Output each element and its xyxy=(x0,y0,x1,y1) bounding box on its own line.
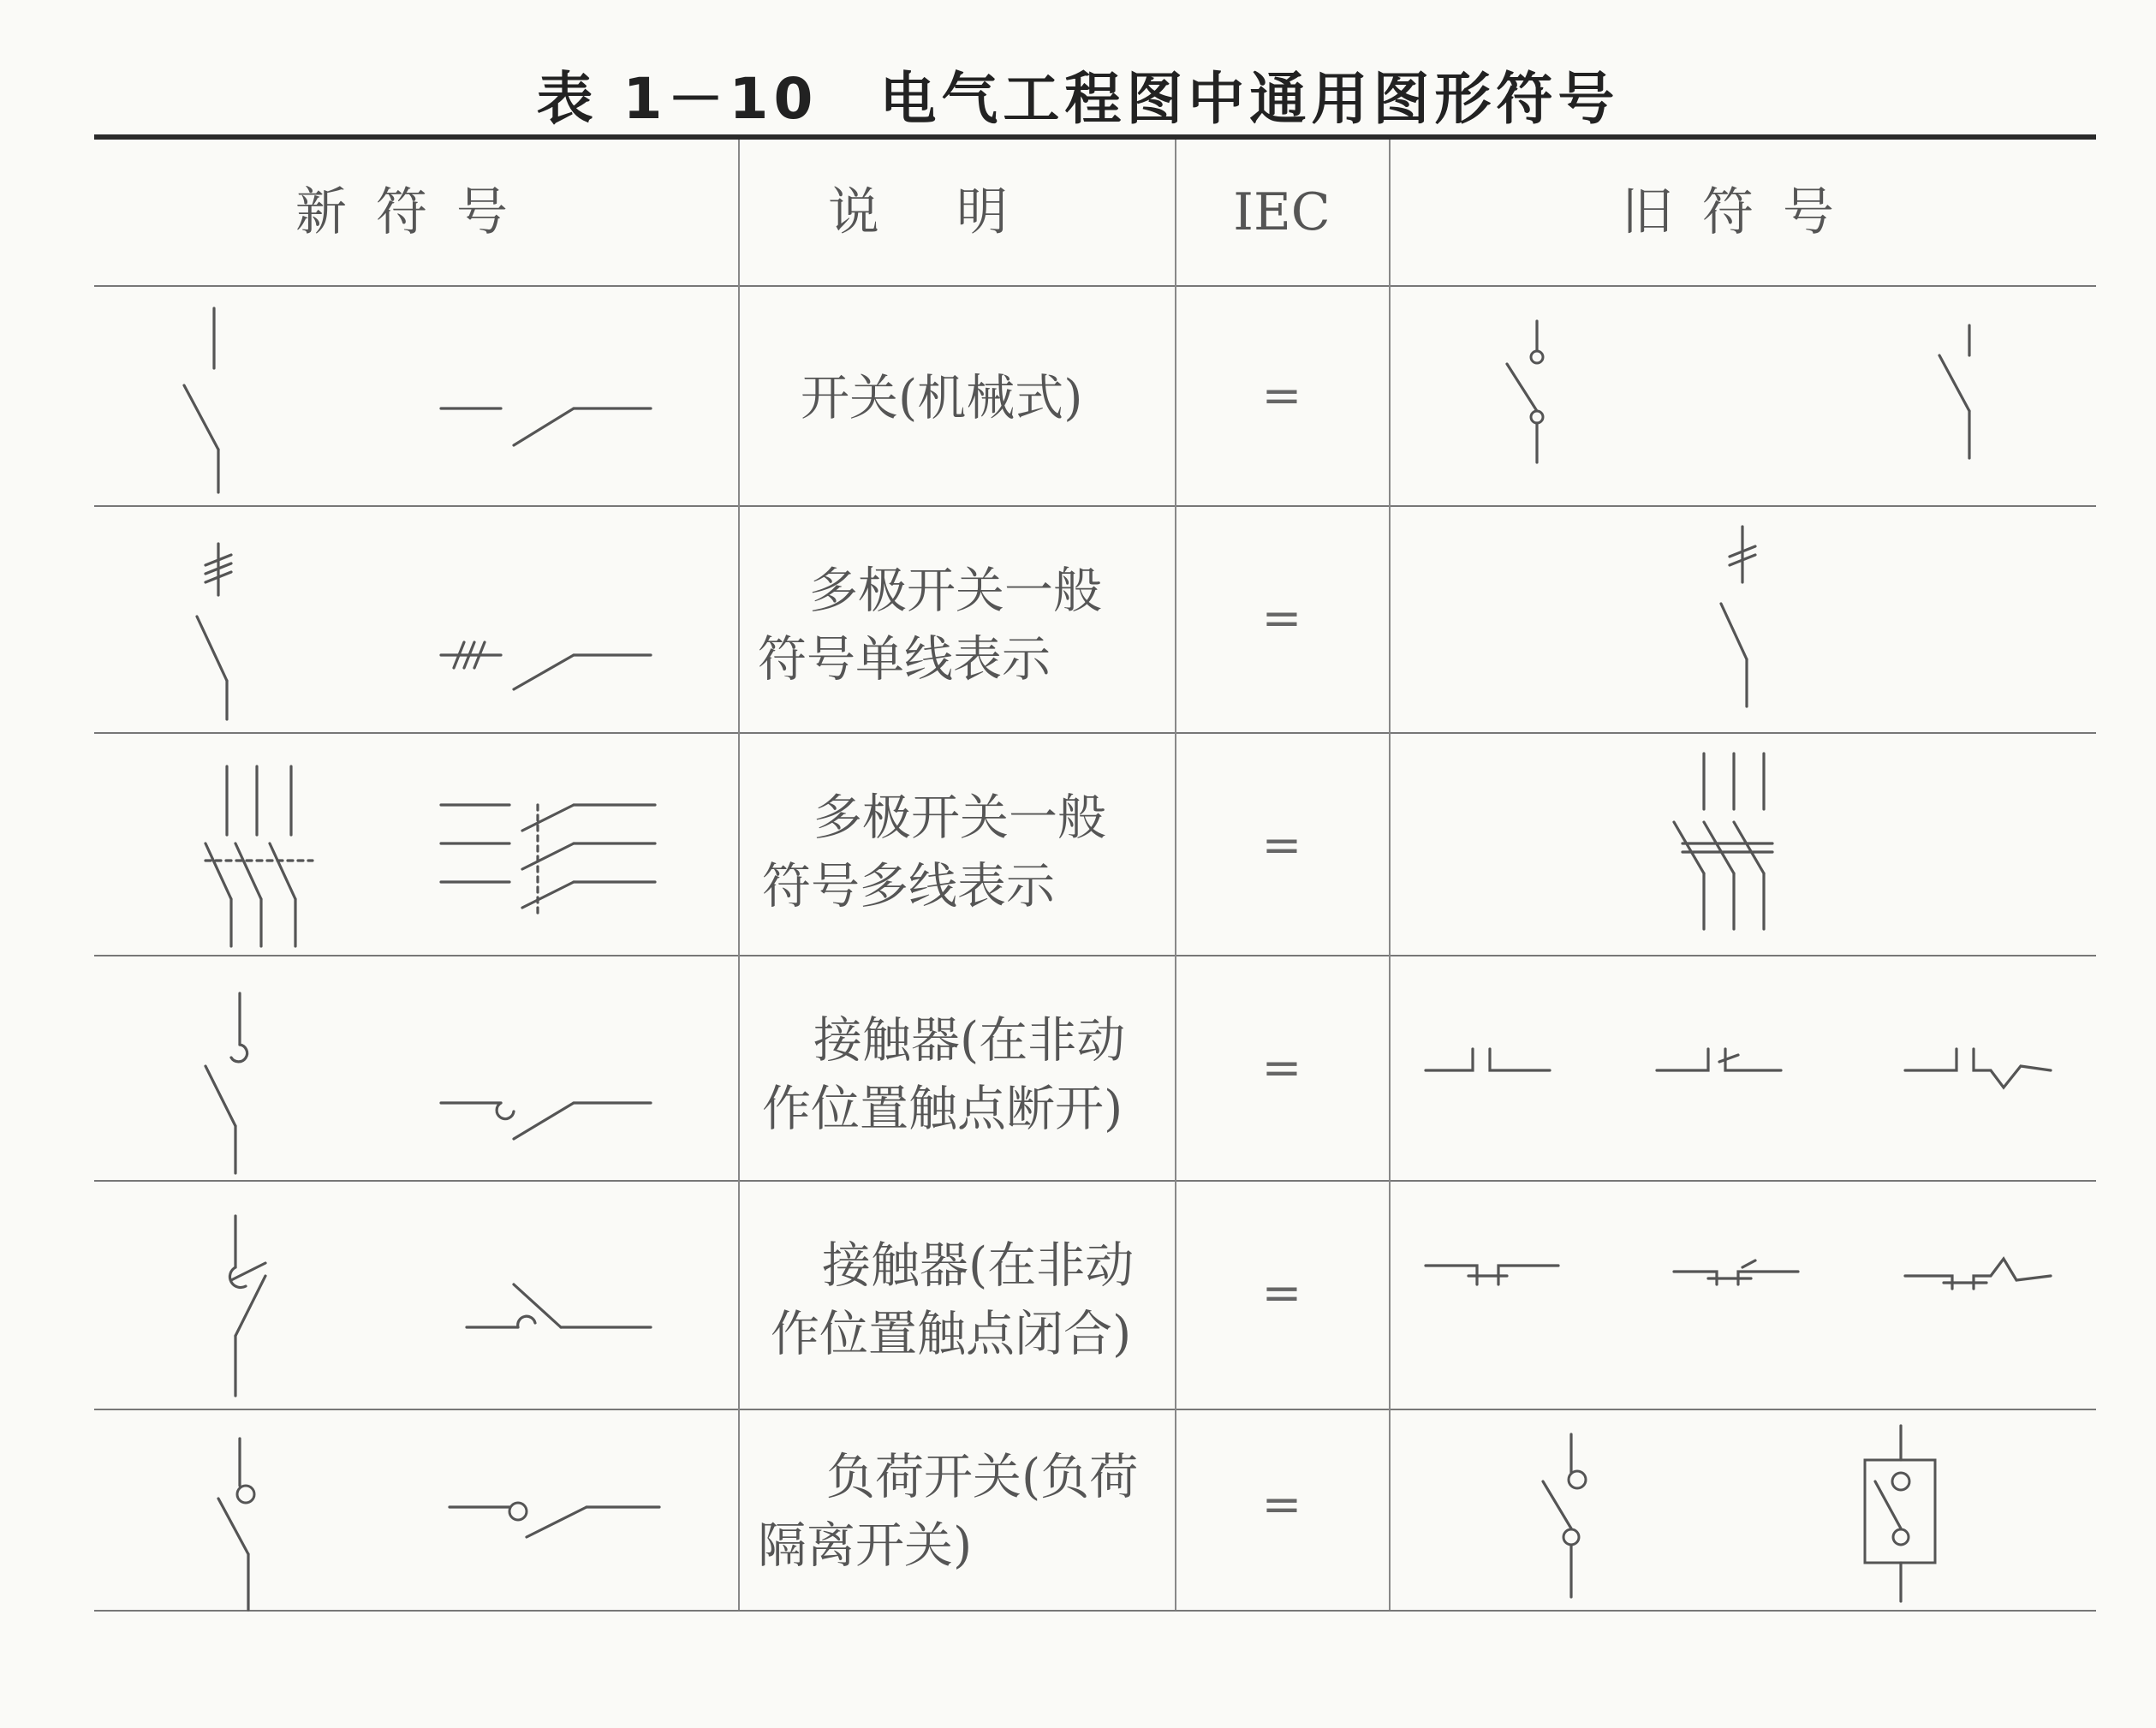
row-3-iec: = xyxy=(1261,818,1302,873)
row-6-iec: = xyxy=(1261,1477,1302,1533)
multipole-multi-vertical-new-symbol xyxy=(193,758,338,955)
row-4-iec: = xyxy=(1261,1040,1302,1096)
column-divider xyxy=(1389,140,1391,1610)
row-divider xyxy=(94,955,2096,956)
row-2-iec: = xyxy=(1261,591,1302,647)
contactor-nc-old-symbol-a xyxy=(1421,1250,1575,1302)
contactor-no-old-symbol-c xyxy=(1901,1036,2064,1096)
contactor-nc-old-symbol-b xyxy=(1670,1250,1824,1302)
load-switch-old-symbol-a xyxy=(1524,1430,1627,1610)
contactor-nc-old-symbol-c xyxy=(1901,1250,2072,1310)
multipole-multi-old-symbol xyxy=(1665,749,1811,938)
row-6-description: 负荷开关(负荷 隔离开关) xyxy=(758,1449,1139,1574)
row-2-description: 多极开关一般 符号单线表示 xyxy=(758,563,1102,688)
header-divider xyxy=(94,285,2096,287)
row-divider xyxy=(94,1180,2096,1182)
multipole-single-vertical-new-symbol xyxy=(184,539,287,728)
row-1-description: 开关(机械式) xyxy=(801,370,1083,426)
switch-horizontal-new-symbol xyxy=(437,390,659,458)
contactor-no-vertical-new-symbol xyxy=(184,985,287,1182)
column-divider xyxy=(738,140,740,1610)
row-divider xyxy=(94,505,2096,507)
load-switch-vertical-new-symbol xyxy=(201,1430,304,1618)
header-old-symbol: 旧符号 xyxy=(1622,182,1863,242)
table-bottom-rule xyxy=(94,1610,2096,1612)
row-divider xyxy=(94,1409,2096,1410)
row-4-description: 接触器(在非动 作位置触点断开) xyxy=(762,1012,1126,1137)
multipole-single-horizontal-new-symbol xyxy=(437,634,659,702)
switch-old-symbol-a xyxy=(1490,317,1593,480)
row-divider xyxy=(94,732,2096,734)
header-iec: IEC xyxy=(1233,182,1331,242)
load-switch-horizontal-new-symbol xyxy=(445,1481,668,1558)
row-5-iec: = xyxy=(1261,1266,1302,1321)
table-title: 表 1－10 电气工程图中通用图形符号 xyxy=(536,66,1620,132)
contactor-nc-horizontal-new-symbol xyxy=(462,1267,659,1353)
contactor-no-old-symbol-a xyxy=(1421,1036,1567,1087)
header-description: 说明 xyxy=(828,182,1085,242)
contactor-nc-vertical-new-symbol xyxy=(201,1207,304,1404)
column-divider xyxy=(1175,140,1176,1610)
contactor-no-horizontal-new-symbol xyxy=(437,1087,668,1156)
row-3-description: 多极开关一般 符号多线表示 xyxy=(762,790,1106,915)
switch-old-symbol-b xyxy=(1918,321,2021,467)
contactor-no-old-symbol-b xyxy=(1653,1036,1798,1087)
load-switch-old-symbol-b xyxy=(1849,1421,1952,1610)
header-new-symbol: 新符号 xyxy=(295,182,537,242)
switch-vertical-new-symbol xyxy=(171,300,274,497)
multipole-multi-horizontal-new-symbol xyxy=(437,788,668,933)
row-5-description: 接触器(在非动 作位置触点闭合) xyxy=(771,1237,1135,1362)
row-1-iec: = xyxy=(1261,368,1302,424)
multipole-single-old-symbol xyxy=(1704,522,1807,711)
